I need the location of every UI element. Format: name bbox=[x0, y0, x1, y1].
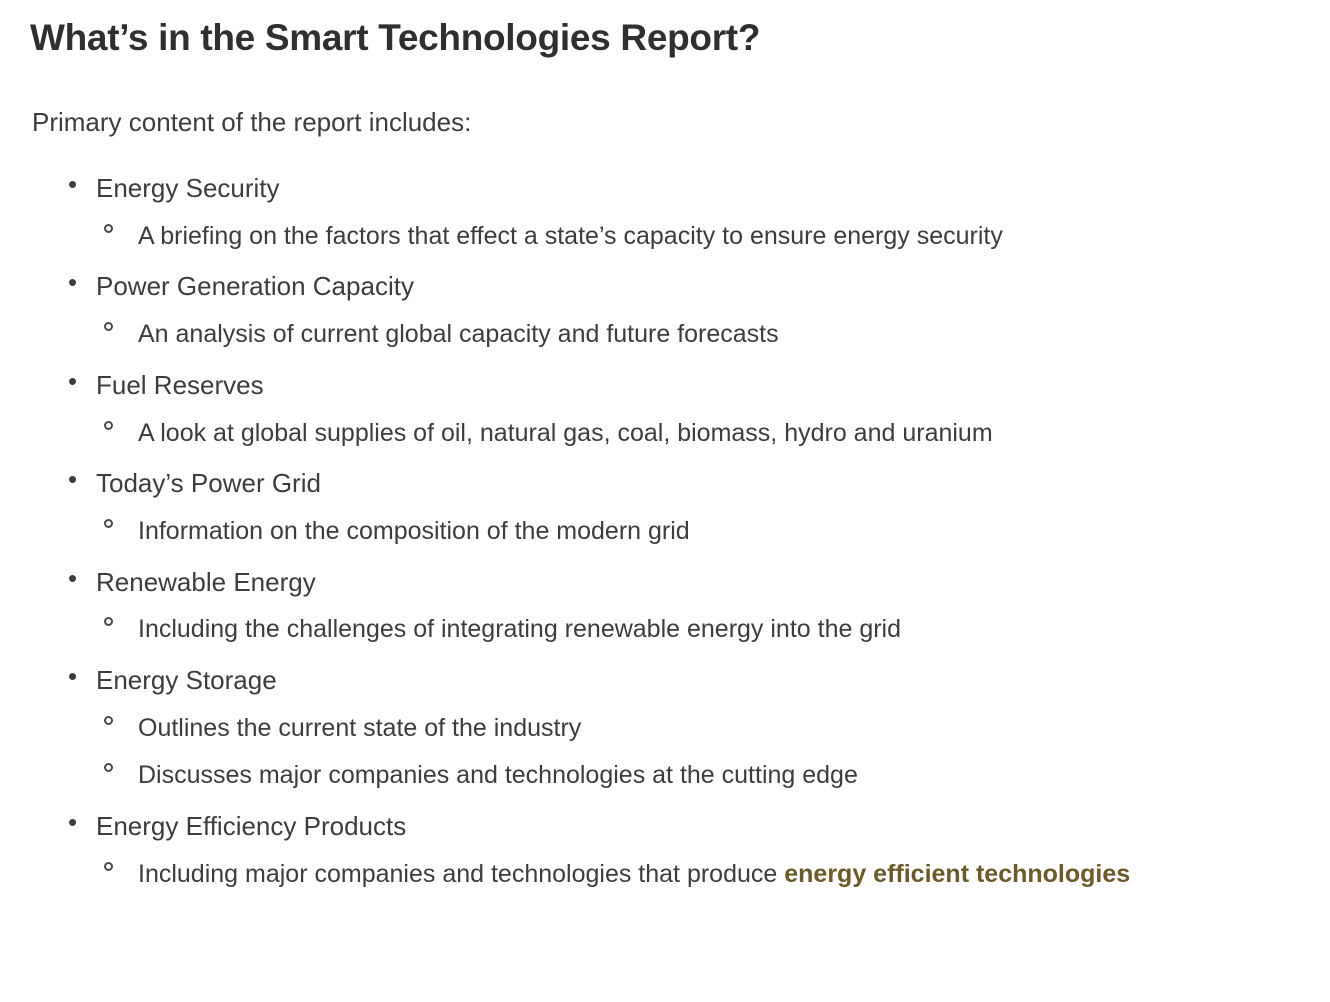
sub-list bbox=[96, 313, 1300, 357]
circle-bullet-icon bbox=[104, 519, 113, 528]
list-item bbox=[96, 215, 1300, 259]
list-item bbox=[30, 363, 1300, 455]
section-detail: A look at global supplies of oil, natural gas, coal, biomass, hydro and uranium bbox=[138, 418, 993, 447]
list-item bbox=[30, 658, 1300, 798]
bullet-marker-icon: • bbox=[68, 806, 78, 837]
circle-bullet-icon bbox=[104, 862, 113, 871]
list-item bbox=[30, 264, 1300, 356]
list-item bbox=[96, 754, 1300, 798]
list-item bbox=[96, 412, 1300, 456]
section-heading: Renewable Energy bbox=[96, 566, 316, 597]
list-item bbox=[96, 313, 1300, 357]
list-item bbox=[96, 853, 1300, 897]
section-detail: A briefing on the factors that effect a state’s capacity to ensure energy security bbox=[138, 221, 1003, 250]
list-item bbox=[96, 608, 1300, 652]
bullet-marker-icon: • bbox=[68, 464, 78, 495]
sub-list bbox=[96, 608, 1300, 652]
bullet-marker-icon: • bbox=[68, 168, 78, 199]
bullet-marker-icon: • bbox=[68, 562, 78, 593]
section-heading: Fuel Reserves bbox=[96, 369, 264, 400]
sub-list bbox=[96, 510, 1300, 554]
section-heading: Energy Efficiency Products bbox=[96, 810, 407, 841]
bullet-marker-icon: • bbox=[68, 660, 78, 691]
section-heading: Energy Storage bbox=[96, 664, 277, 695]
circle-bullet-icon bbox=[104, 763, 113, 772]
list-item bbox=[30, 560, 1300, 652]
section-detail: An analysis of current global capacity and future forecasts bbox=[138, 320, 779, 349]
section-detail: Outlines the current state of the industry bbox=[138, 713, 582, 742]
bullet-marker-icon: • bbox=[68, 365, 78, 396]
list-item bbox=[30, 166, 1300, 258]
intro-text: Primary content of the report includes: bbox=[32, 107, 472, 138]
highlighted-phrase: energy efficient technologies bbox=[784, 859, 1131, 888]
section-heading: Energy Security bbox=[96, 172, 280, 203]
section-heading: Power Generation Capacity bbox=[96, 271, 414, 302]
content-outline bbox=[30, 166, 1300, 896]
page-title: What’s in the Smart Technologies Report? bbox=[30, 17, 761, 58]
sub-list bbox=[96, 853, 1300, 897]
section-detail: Discusses major companies and technologies at the cutting edge bbox=[138, 761, 858, 790]
circle-bullet-icon bbox=[104, 421, 113, 430]
circle-bullet-icon bbox=[104, 322, 113, 331]
list-item bbox=[96, 510, 1300, 554]
bullet-marker-icon: • bbox=[68, 267, 78, 298]
sub-list bbox=[96, 707, 1300, 798]
sub-list bbox=[96, 215, 1300, 259]
sub-list bbox=[96, 412, 1300, 456]
section-detail-lead: Including major companies and technologies that produce bbox=[138, 859, 785, 888]
circle-bullet-icon bbox=[104, 617, 113, 626]
list-item bbox=[30, 461, 1300, 553]
section-heading: Today’s Power Grid bbox=[96, 468, 321, 499]
list-item bbox=[96, 707, 1300, 751]
circle-bullet-icon bbox=[104, 224, 113, 233]
section-detail: Information on the composition of the modern grid bbox=[138, 517, 690, 546]
section-detail bbox=[138, 853, 1298, 897]
section-detail: Including the challenges of integrating renewable energy into the grid bbox=[138, 615, 902, 644]
list-item bbox=[30, 804, 1300, 896]
circle-bullet-icon bbox=[104, 716, 113, 725]
